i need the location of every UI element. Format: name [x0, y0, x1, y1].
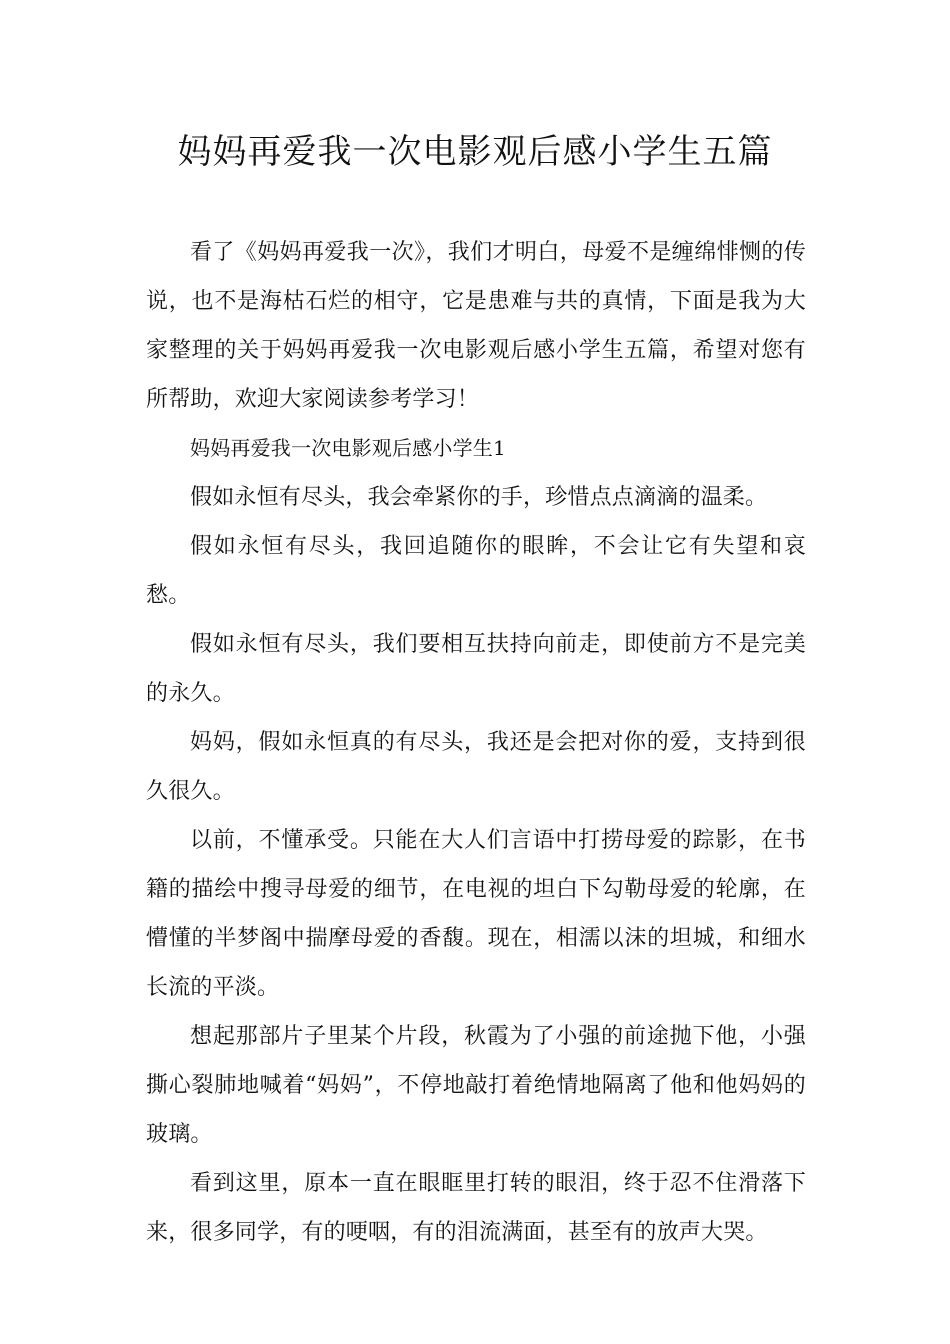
paragraph: 看到这里，原本一直在眼眶里打转的眼泪，终于忍不住滑落下来，很多同学，有的哽咽，有的泪流满面，甚至有的放声大哭。: [146, 1171, 806, 1245]
document-body: [146, 228, 806, 1257]
section-heading: 妈妈再爱我一次电影观后感小学生1: [190, 436, 506, 460]
paragraph: 假如永恒有尽头，我会牵紧你的手，珍惜点点滴滴的温柔。: [190, 485, 768, 510]
paragraph: 想起那部片子里某个片段，秋霞为了小强的前途抛下他，小强撕心裂肺地喊着“妈妈”，不停地敲打着绝情地隔离了他和他妈妈的玻璃。: [146, 1024, 806, 1147]
paragraph: 妈妈，假如永恒真的有尽头，我还是会把对你的爱，支持到很久很久。: [146, 730, 806, 804]
paragraph: 假如永恒有尽头，我回追随你的眼眸，不会让它有失望和哀愁。: [146, 534, 806, 608]
intro-paragraph: 看了《妈妈再爱我一次》，我们才明白，母爱不是缠绵悱恻的传说，也不是海枯石烂的相守，它是患难与共的真情，下面是我为大家整理的关于妈妈再爱我一次电影观后感小学生五篇，希望对您有所帮助，欢迎大家阅读参考学习！: [146, 240, 806, 412]
document-title: 妈妈再爱我一次电影观后感小学生五篇: [177, 132, 773, 172]
paragraph: 假如永恒有尽头，我们要相互扶持向前走，即使前方不是完美的永久。: [146, 632, 806, 706]
paragraph: 以前，不懂承受。只能在大人们言语中打捞母爱的踪影，在书籍的描绘中搜寻母爱的细节，在电视的坦白下勾勒母爱的轮廓，在懵懂的半梦阁中揣摩母爱的香馥。现在，相濡以沫的坦城，和细水长流的平淡。: [146, 828, 806, 1000]
